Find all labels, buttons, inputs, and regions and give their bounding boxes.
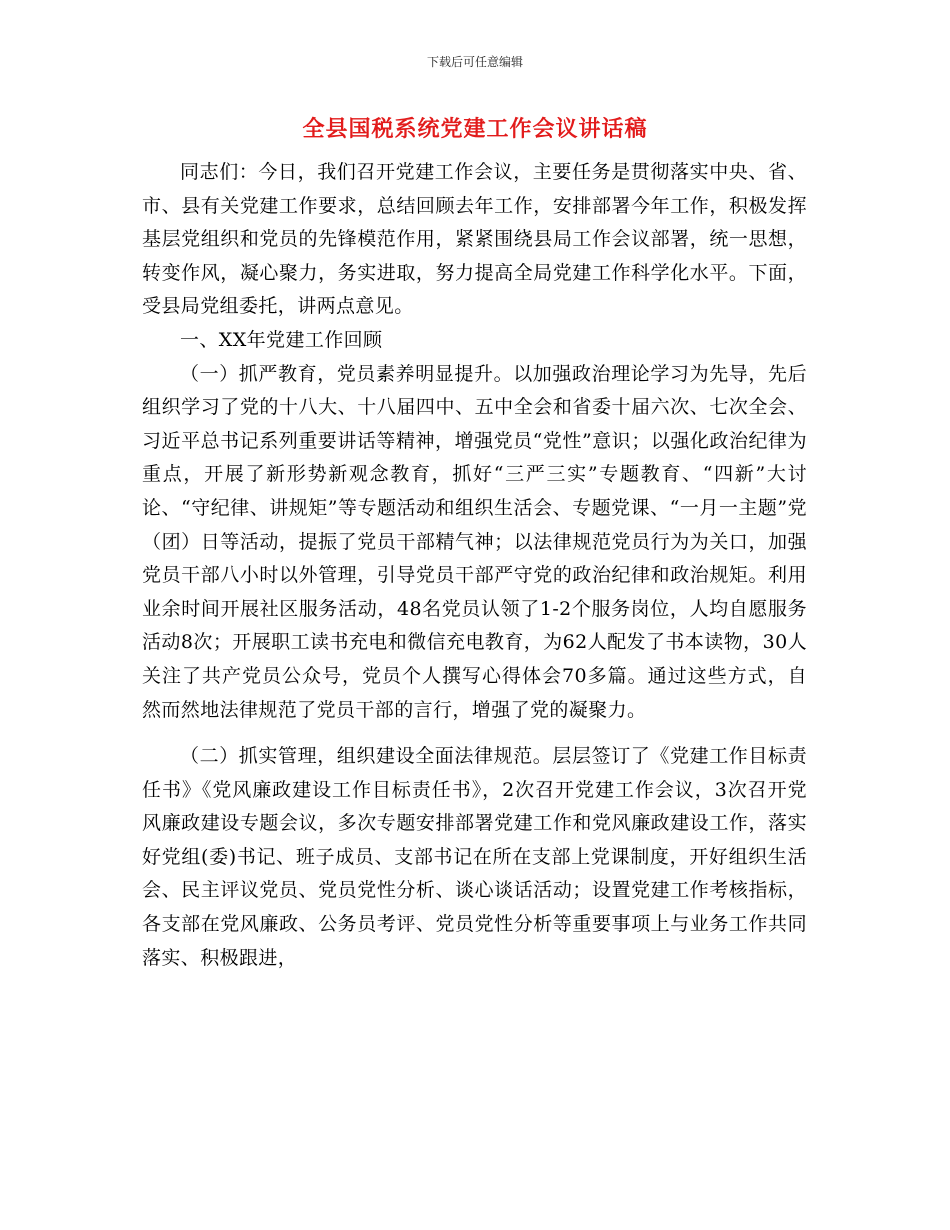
header-note: 下载后可任意编辑 xyxy=(426,55,523,69)
paragraph-management: （二）抓实管理，组织建设全面法律规范。层层签订了《党建工作目标责任书》《党风廉政建设工作目标责任书》，2次召开党建工作会议，3次召开党风廉政建设专题会议，多次专题安排部署党建工作和党风廉政建设工作，落实好党组(委)书记、班子成员、支部书记在所在支部上党课制度，开好组织生活会、民主评议党员、党员党性分析、谈心谈话活动；设置党建工作考核指标，各支部在党风廉政、公务员考评、党员党性分析等重要事项上与业务工作共同落实、积极跟进， xyxy=(142,745,807,969)
document-title: 全县国税系统党建工作会议讲话稿 xyxy=(302,116,648,142)
paragraph-education: （一）抓严教育，党员素养明显提升。以加强政治理论学习为先导，先后组织学习了党的十八大、十八届四中、五中全会和省委十届六次、七次全会、习近平总书记系列重要讲话等精神，增强党员“党性”意识；以强化政治纪律为重点，开展了新形势新观念教育，抓好“三严三实”专题教育、“四新”大讨论、“守纪律、讲规矩”等专题活动和组织生活会、专题党课、“一月一主题”党（团）日等活动，提振了党员干部精气神；以法律规范党员行为为关口，加强党员干部八小时以外管理，引导党员干部严守党的政治纪律和政治规矩。利用业余时间开展社区服务活动，48名党员认领了1-2个服务岗位，人均自愿服务活动8次；开展职工读书充电和微信充电教育，为62人配发了书本读物，30人关注了共产党员公众号，党员个人撰写心得体会70多篇。通过这些方式，自然而然地法律规范了党员干部的言行，增强了党的凝聚力。 xyxy=(142,362,807,721)
document-body xyxy=(142,156,807,975)
section-heading-review: 一、XX年党建工作回顾 xyxy=(180,328,383,351)
paragraph-opening: 同志们：今日，我们召开党建工作会议，主要任务是贯彻落实中央、省、市、县有关党建工作要求，总结回顾去年工作，安排部署今年工作，积极发挥基层党组织和党员的先锋模范作用，紧紧围绕县局工作会议部署，统一思想，转变作风，凝心聚力，务实进取，努力提高全局党建工作科学化水平。下面，受县局党组委托，讲两点意见。 xyxy=(142,161,807,318)
